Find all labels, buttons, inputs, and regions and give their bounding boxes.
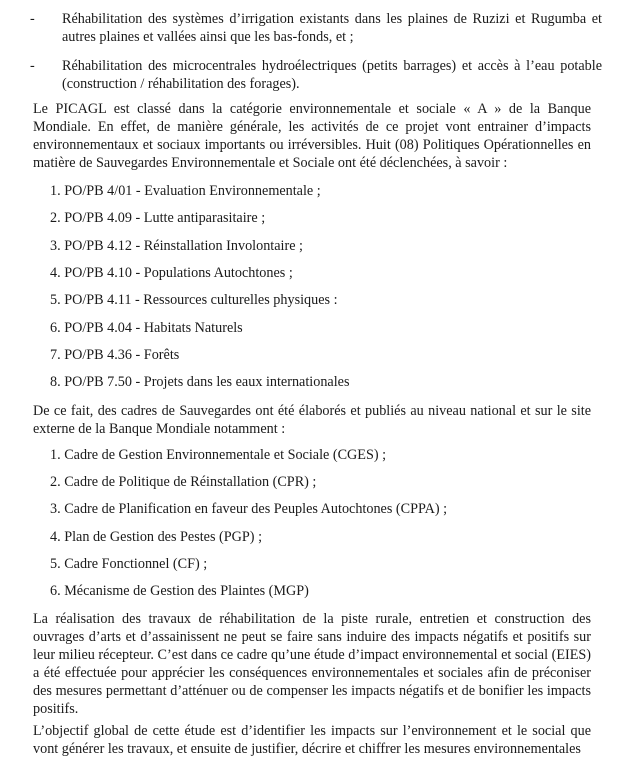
policy-item: 6. PO/PB 4.04 - Habitats Naturels bbox=[50, 320, 243, 336]
framework-item: 5. Cadre Fonctionnel (CF) ; bbox=[50, 556, 208, 572]
bullet-item-microcentrales bbox=[30, 57, 602, 93]
policy-item: 5. PO/PB 4.11 - Ressources culturelles physiques : bbox=[50, 292, 338, 308]
framework-item: 3. Cadre de Planification en faveur des Peuples Autochtones (CPPA) ; bbox=[50, 501, 448, 517]
policy-item: 1. PO/PB 4/01 - Evaluation Environnementale ; bbox=[50, 183, 321, 199]
policy-item: 7. PO/PB 4.36 - Forêts bbox=[50, 347, 180, 363]
policy-item: 2. PO/PB 4.09 - Lutte antiparasitaire ; bbox=[50, 210, 266, 226]
framework-item: 6. Mécanisme de Gestion des Plaintes (MGP) bbox=[50, 583, 309, 599]
paragraph-cadres: De ce fait, des cadres de Sauvegardes ont été élaborés et publiés au niveau national et sur le site externe de la Banque Mondiale notamment : bbox=[33, 403, 591, 437]
paragraph-objectif: L’objectif global de cette étude est d’identifier les impacts sur l’environnement et le social que vont générer les travaux, et ensuite de justifier, décrire et chiffrer les mesures environnementales bbox=[33, 723, 591, 757]
framework-item: 1. Cadre de Gestion Environnementale et Sociale (CGES) ; bbox=[50, 447, 387, 463]
framework-item: 4. Plan de Gestion des Pestes (PGP) ; bbox=[50, 529, 263, 545]
policy-item: 8. PO/PB 7.50 - Projets dans les eaux internationales bbox=[50, 374, 350, 390]
bullet-text: Réhabilitation des systèmes d’irrigation existants dans les plaines de Ruzizi et Rugumba et autres plaines et vallées ainsi que les bas-fonds, et ; bbox=[62, 11, 602, 45]
framework-item: 2. Cadre de Politique de Réinstallation (CPR) ; bbox=[50, 474, 317, 490]
policy-item: 3. PO/PB 4.12 - Réinstallation Involontaire ; bbox=[50, 238, 303, 254]
paragraph-realisation: La réalisation des travaux de réhabilitation de la piste rurale, entretien et construction des ouvrages d’arts et d’assainissent ne peut se faire sans induire des impacts négatifs et positifs sur leur milieu récepteur. C’est dans ce cadre qu’une étude d’impact environnemental et social (EIES) a été effectuée pour apprécier les conséquences environnementales et sociales afin de préconiser des mesures permettant d’atténuer ou de compenser les impacts négatifs et de bonifier les impacts positifs. bbox=[33, 611, 591, 717]
bullet-text: Réhabilitation des microcentrales hydroélectriques (petits barrages) et accès à l’eau potable (construction / réhabilitation des forages). bbox=[62, 58, 602, 92]
bullet-marker: - bbox=[30, 11, 35, 27]
paragraph-categorie: Le PICAGL est classé dans la catégorie environnementale et sociale « A » de la Banque Mondiale. En effet, de manière générale, les activités de ce projet vont entrainer d’impacts environnementaux et sociaux importants ou irréversibles. Huit (08) Politiques Opérationnelles en matière de Sauvegardes Environnementale et Sociale ont été déclenchées, à savoir : bbox=[33, 101, 591, 171]
bullet-item-irrigation bbox=[30, 10, 602, 46]
policy-item: 4. PO/PB 4.10 - Populations Autochtones ; bbox=[50, 265, 293, 281]
bullet-marker: - bbox=[30, 58, 35, 74]
